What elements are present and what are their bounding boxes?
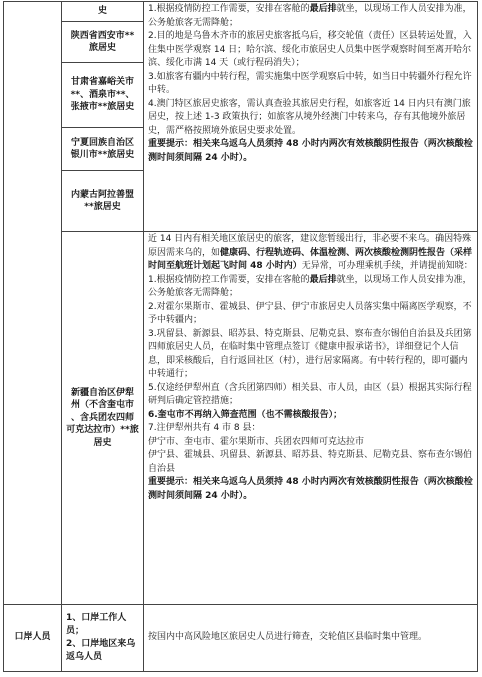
policy-paragraph: [148, 233, 473, 274]
region-line: **、酒泉市**、: [70, 89, 135, 100]
bold-text: 重要提示：相关来乌返乌人员须持 48 小时内两次有效核酸阴性报告（两次核酸检测时间须间隔 24 小时）。: [148, 477, 473, 501]
policy-paragraph: [148, 436, 473, 450]
region-cell: [62, 22, 144, 63]
region-line: 史: [97, 6, 107, 17]
policy-text: 1.根据疫情防控工作需要，安排在客舱的: [148, 274, 310, 285]
policy-paragraph: [148, 382, 473, 409]
policy-paragraph: [148, 449, 473, 476]
port-items-cell: [62, 605, 144, 672]
policy-text: 就坐，以现场工作人员安排为准，公务舱旅客无需降舱；: [148, 274, 472, 298]
epidemic-policy-table: [3, 1, 478, 672]
policy-text: 近 14 日内有相关地区旅居史的旅客，建议您暂缓出行，非必要不来乌。确因特殊原因需来乌的，如: [148, 234, 472, 258]
region-line: 甘肃省嘉峪关市: [70, 77, 134, 88]
category-cell: [4, 2, 62, 605]
policy-text: 1.根据疫情防控工作需要，安排在客舱的: [148, 4, 310, 14]
region-line: 、含兵团农四师: [70, 412, 134, 423]
region-line: 内蒙古阿拉善盟: [70, 189, 134, 200]
policy-paragraph: [148, 98, 473, 139]
policy-paragraph: [148, 476, 473, 503]
region-line: 旅居史: [88, 43, 116, 53]
region-line: 可克达拉市）**旅: [66, 425, 139, 436]
policy-cell: [144, 2, 478, 232]
bold-text: 最后排: [309, 274, 337, 285]
region-line: 张掖市**旅居史: [70, 102, 135, 113]
policy-text: 伊宁市、奎屯市、霍尔果斯市、兵团农四师可克达拉市: [148, 436, 365, 447]
region-cell: [62, 63, 144, 128]
policy-cell: [144, 605, 478, 672]
policy-paragraph: [148, 328, 473, 382]
region-line: 居史: [93, 437, 112, 448]
region-cell: [62, 171, 144, 232]
policy-paragraph: [148, 409, 473, 423]
policy-text: 5.仅途经伊犁州直（含兵团第四师）相关县、市人员，由区（县）根据其实际行程研判后确定管控措施；: [148, 382, 472, 406]
port-policy-text: 按国内中高风险地区旅居史人员进行筛查，交轮值区县临时集中管理。: [148, 632, 428, 643]
region-line: 银川市**旅居史: [70, 150, 135, 160]
policy-text: 3.巩留县、新源县、昭苏县、特克斯县、尼勒克县、察布查尔锡伯自治县及兵团第四师旅居史人员，在临时集中管理点签订《健康申报承诺书》，详细登记个人信息，即采核酸后，自行返回社区（村），进行居家隔离。有中转行程的，即可疆内中转通行；: [148, 328, 472, 379]
region-cell: [62, 232, 144, 605]
policy-text: 无异常，可办理乘机手续，并请提前知晓：: [301, 261, 473, 271]
policy-paragraph: [148, 301, 473, 328]
policy-paragraph: [148, 274, 473, 301]
port-item: 1、口岸工作人员；: [66, 613, 127, 636]
bold-text: 健康码、行程轨迹码、体温检测、两次核酸检测阴性报告（采样时间至航班计划起飞时间 48 小时内）: [148, 247, 473, 271]
policy-text: 7.注伊犁州共有 4 市 8 县：: [148, 423, 261, 433]
policy-text: 4.澳门特区旅居史旅客，需认真查验其旅居史行程，如旅客近 14 日内只有澳门旅居史，按上述 1-3 政策执行；如旅客从境外经澳门中转来乌，存有其他境外旅居史，需严格按照境外旅居史要求处置。: [148, 98, 471, 136]
bold-text: 最后排: [309, 4, 337, 14]
table-row: [4, 232, 478, 605]
region-cell: [62, 128, 144, 171]
table-row: [4, 605, 478, 672]
category-label: 口岸人员: [4, 605, 62, 672]
policy-text: 就坐，以现场工作人员安排为准，公务舱旅客无需降舱；: [148, 4, 472, 28]
policy-paragraph: [148, 3, 473, 30]
table-row: [4, 2, 478, 22]
policy-paragraph: [148, 71, 473, 98]
policy-text: 2.对霍尔果斯市、霍城县、伊宁县、伊宁市旅居史人员落实集中隔离医学观察，不予中转疆内；: [148, 301, 472, 325]
region-line: 新疆自治区伊犁: [70, 387, 134, 398]
policy-cell: [144, 232, 478, 605]
bold-text: 重要提示：相关来乌返乌人员须持 48 小时内两次有效核酸阴性报告（两次核酸检测时间须间隔 24 小时）。: [148, 139, 473, 163]
policy-text: 2.目的地是乌鲁木齐市的旅居史旅客抵乌后，移交轮值（责任）区县转运处置，入住集中医学观察 14 日；哈尔滨、绥化市旅居史人员集中医学观察时间至离开哈尔滨、绥化市满 14 天（或行程码消失）；: [148, 31, 472, 68]
policy-text: 3.如旅客有疆内中转行程，需实施集中医学观察后中转，如当日中转疆外行程允许中转。: [148, 71, 472, 95]
region-line: 陕西省西安市**: [70, 30, 135, 41]
region-cell: [62, 2, 144, 22]
policy-paragraph: [148, 138, 473, 165]
policy-paragraph: [148, 30, 473, 71]
bold-text: 6.奎屯市不再纳入筛查范围（也不需核酸报告）；: [148, 409, 343, 420]
port-item: 2、口岸地区来乌返乌人员: [66, 639, 136, 662]
region-line: 宁夏回族自治区: [70, 137, 134, 148]
region-line: 州（不含奎屯市: [70, 400, 134, 411]
policy-paragraph: [148, 422, 473, 436]
policy-text: 伊宁县、霍城县、巩留县、新源县、昭苏县、特克斯县、尼勒克县、察布查尔锡伯自治县: [148, 450, 473, 474]
region-line: **旅居史: [84, 202, 121, 212]
